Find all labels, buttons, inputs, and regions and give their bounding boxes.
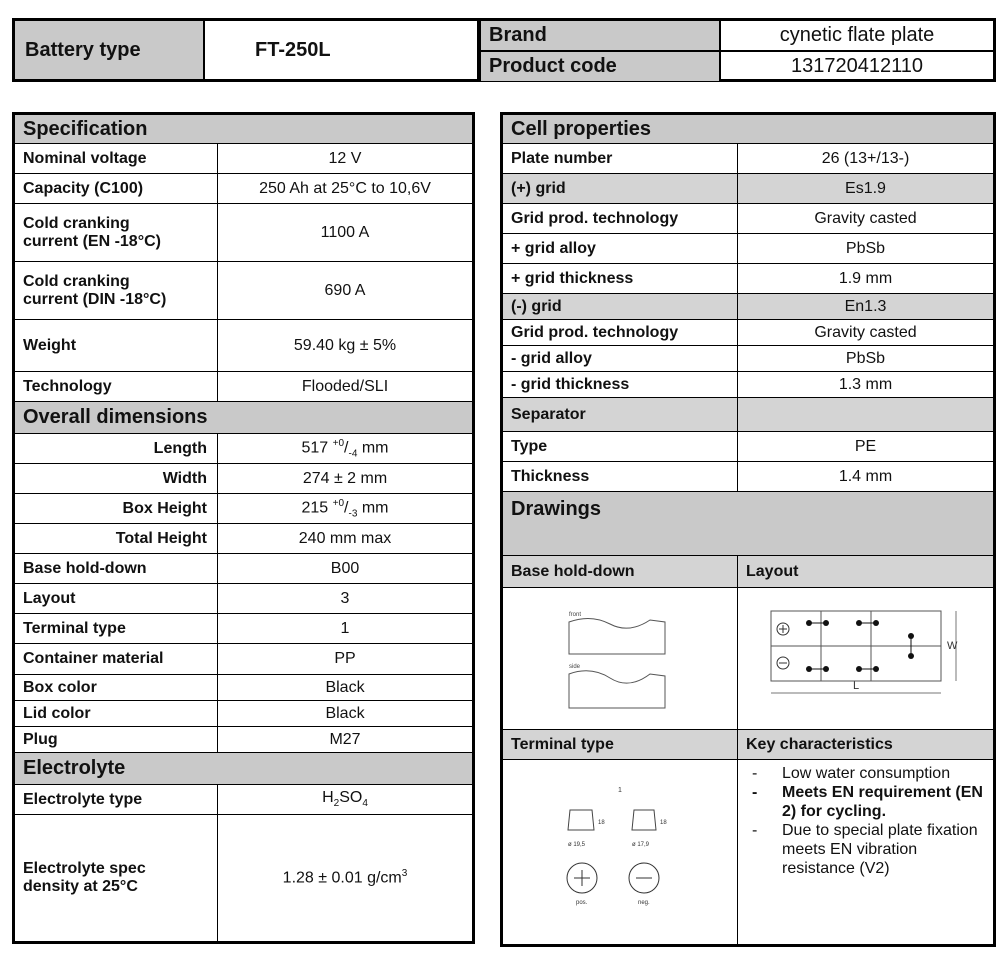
cell-label: - grid alloy <box>502 346 738 372</box>
cell-value: PbSb <box>738 234 995 264</box>
spec-value: 250 Ah at 25°C to 10,6V <box>218 174 474 204</box>
spec-value: 690 A <box>218 262 474 320</box>
spec-label-line1: Cold cranking <box>23 272 130 290</box>
dim-label: Lid color <box>14 701 218 727</box>
spec-label: Technology <box>14 372 218 402</box>
cell-label: + grid thickness <box>502 264 738 294</box>
electrolyte-title: Electrolyte <box>14 753 474 785</box>
separator-row-label: Type <box>502 432 738 462</box>
cell-value: PbSb <box>738 346 995 372</box>
battery-type-label: Battery type <box>15 21 205 79</box>
density-label: Electrolyte spec density at 25°C <box>14 815 218 943</box>
dim-value: 3 <box>218 584 474 614</box>
terminal-number: 1 <box>618 786 622 794</box>
dim-label: Layout <box>14 584 218 614</box>
brand-label: Brand <box>481 21 721 50</box>
length-label: Length <box>14 434 218 464</box>
spec-value: 1100 A <box>218 204 474 262</box>
battery-type-box <box>12 18 480 82</box>
cell-value: 1.9 mm <box>738 264 995 294</box>
terminal-d1: ø 19,5 <box>568 841 586 848</box>
spec-value: 12 V <box>218 144 474 174</box>
terminal-drawing-icon <box>550 780 690 920</box>
cell-value: 26 (13+/13-) <box>738 144 995 174</box>
total-height-label: Total Height <box>14 524 218 554</box>
dim-label: Container material <box>14 644 218 675</box>
cell-properties-table <box>500 112 996 947</box>
spec-value: 59.40 kg ± 5% <box>218 320 474 372</box>
cell-value: En1.3 <box>738 294 995 320</box>
layout-drawing-icon <box>761 601 971 711</box>
key-char-item: - Low water consumption <box>752 764 993 783</box>
base-holddown-label: Base hold-down <box>502 556 738 588</box>
key-characteristics-label: Key characteristics <box>738 730 995 760</box>
separator-label: Separator <box>502 398 738 432</box>
cell-value: Es1.9 <box>738 174 995 204</box>
cell-value: Gravity casted <box>738 320 995 346</box>
holddown-drawing-icon <box>555 596 685 716</box>
separator-value <box>738 398 995 432</box>
cell-label: Plate number <box>502 144 738 174</box>
terminal-neg-label: neg. <box>638 899 650 906</box>
spec-label-line1: Cold cranking <box>23 214 130 232</box>
separator-row-label: Thickness <box>502 462 738 492</box>
key-char-item: - Meets EN requirement (EN 2) for cycling. <box>752 783 993 821</box>
spec-label: Nominal voltage <box>14 144 218 174</box>
holddown-tag-side: side <box>569 664 581 670</box>
specification-title: Specification <box>14 114 474 144</box>
battery-type-value: FT-250L <box>255 38 331 61</box>
layout-drawing <box>738 588 995 730</box>
dim-label: Plug <box>14 727 218 753</box>
cell-label: (-) grid <box>502 294 738 320</box>
separator-row-value: 1.4 mm <box>738 462 995 492</box>
spec-value: Flooded/SLI <box>218 372 474 402</box>
spec-label <box>14 262 218 320</box>
spec-label: Capacity (C100) <box>14 174 218 204</box>
dim-label: Box color <box>14 675 218 701</box>
spec-label-line2: current (EN -18°C) <box>23 232 161 250</box>
dim-label: Base hold-down <box>14 554 218 584</box>
length-value: 517 $^{+0}/_{-4}$ mm <box>218 434 474 464</box>
box-height-value: 215 $^{+0}/_{-3}$ mm <box>218 494 474 524</box>
holddown-drawing <box>502 588 738 730</box>
cell-value: 1.3 mm <box>738 372 995 398</box>
terminal-type-label: Terminal type <box>502 730 738 760</box>
width-value: 274 ± 2 mm <box>218 464 474 494</box>
dim-value: PP <box>218 644 474 675</box>
layout-label: Layout <box>738 556 995 588</box>
brand-value: cynetic flate plate <box>779 24 935 46</box>
layout-l-label: L <box>852 680 859 692</box>
dim-value: 1 <box>218 614 474 644</box>
separator-row-value: PE <box>738 432 995 462</box>
brand-box <box>478 18 996 82</box>
holddown-tag-front: front <box>569 612 582 618</box>
cell-label: + grid alloy <box>502 234 738 264</box>
spec-label <box>14 204 218 262</box>
cell-label: Grid prod. technology <box>502 204 738 234</box>
dim-value: B00 <box>218 554 474 584</box>
specification-table <box>12 112 475 944</box>
terminal-pos-label: pos. <box>576 899 588 906</box>
spec-label: Weight <box>14 320 218 372</box>
product-code-label: Product code <box>481 52 721 81</box>
cell-label: (+) grid <box>502 174 738 204</box>
dim-label: Terminal type <box>14 614 218 644</box>
layout-w-label: W <box>946 640 957 652</box>
box-height-label: Box Height <box>14 494 218 524</box>
dim-value: Black <box>218 675 474 701</box>
electrolyte-type-value: $H_2SO_4$ <box>218 785 474 815</box>
cell-properties-title: Cell properties <box>502 114 995 144</box>
width-label: Width <box>14 464 218 494</box>
key-char-item: - Due to special plate fixation meets EN vibration resistance (V2) <box>752 821 993 878</box>
dim-value: M27 <box>218 727 474 753</box>
cell-value: Gravity casted <box>738 204 995 234</box>
dimensions-title: Overall dimensions <box>14 402 474 434</box>
cell-label: - grid thickness <box>502 372 738 398</box>
drawings-title: Drawings <box>502 492 995 556</box>
product-code-value: 131720412110 <box>791 55 923 77</box>
terminal-h2: 18 <box>660 819 667 826</box>
cell-label: Grid prod. technology <box>502 320 738 346</box>
terminal-drawing <box>502 760 738 946</box>
terminal-h1: 18 <box>598 819 605 826</box>
total-height-value: 240 mm max <box>218 524 474 554</box>
electrolyte-type-label: Electrolyte type <box>14 785 218 815</box>
spec-label-line2: current (DIN -18°C) <box>23 290 167 308</box>
key-characteristics-cell <box>738 760 995 946</box>
terminal-d2: ø 17,9 <box>632 841 650 848</box>
dim-value: Black <box>218 701 474 727</box>
key-characteristics-list <box>738 764 993 878</box>
density-value: 1.28 ± 0.01 $g/cm^3$ <box>218 815 474 943</box>
